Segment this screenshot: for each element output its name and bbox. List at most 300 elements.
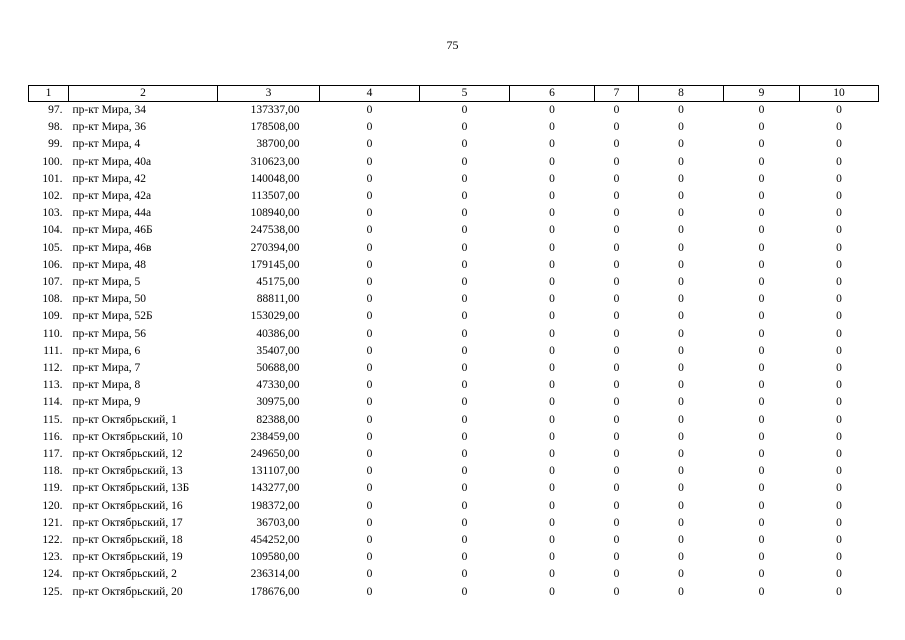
col-8-value: 0 <box>678 362 684 375</box>
col-5-value: 0 <box>461 430 468 443</box>
col-9-value: 0 <box>758 258 765 271</box>
col-9-value: 0 <box>758 172 765 185</box>
col-5-value: 0 <box>461 482 468 495</box>
col-7-value: 0 <box>613 465 620 478</box>
address: пр-кт Мира, 8 <box>72 379 141 392</box>
col-7-value: 0 <box>613 121 620 134</box>
col-10-value: 0 <box>836 499 842 512</box>
col-4-value: 0 <box>366 172 373 185</box>
col-4-value: 0 <box>366 379 373 392</box>
col-10-value: 0 <box>836 465 842 478</box>
col-5-value: 0 <box>461 258 468 271</box>
column-header-6: 6 <box>510 86 595 102</box>
row-number: 118. <box>42 465 63 478</box>
amount: 143277,00 <box>250 482 300 495</box>
col-8-value: 0 <box>678 379 684 392</box>
address: пр-кт Октябрьский, 1 <box>72 413 177 426</box>
address: пр-кт Октябрьский, 19 <box>72 551 183 564</box>
col-6-value: 0 <box>549 551 555 564</box>
amount: 247538,00 <box>250 224 300 237</box>
col-5-value: 0 <box>461 104 468 116</box>
col-4-value: 0 <box>366 310 373 323</box>
address: пр-кт Мира, 36 <box>72 121 147 134</box>
row-number: 103. <box>42 207 63 220</box>
col-6-value: 0 <box>549 430 555 443</box>
col-9-value: 0 <box>758 138 765 151</box>
col-6-value: 0 <box>549 448 555 461</box>
row-number: 98. <box>48 121 63 134</box>
table-header <box>29 86 879 102</box>
col-10-value: 0 <box>836 155 842 168</box>
col-8-value: 0 <box>678 310 684 323</box>
table-row <box>29 188 879 205</box>
table-row <box>29 136 879 153</box>
col-6-value: 0 <box>549 258 555 271</box>
table-row <box>29 549 879 566</box>
row-number: 99. <box>48 138 63 151</box>
col-4-value: 0 <box>366 293 373 306</box>
col-6-value: 0 <box>549 534 555 547</box>
col-7-value: 0 <box>613 104 620 116</box>
table-row <box>29 532 879 549</box>
col-10-value: 0 <box>836 121 842 134</box>
col-6-value: 0 <box>549 241 555 254</box>
address: пр-кт Мира, 42а <box>72 190 152 203</box>
table-row <box>29 326 879 343</box>
col-6-value: 0 <box>549 327 555 340</box>
row-number: 107. <box>42 276 63 289</box>
col-10-value: 0 <box>836 224 842 237</box>
col-8-value: 0 <box>678 155 684 168</box>
row-number: 110. <box>42 327 63 340</box>
col-8-value: 0 <box>678 138 684 151</box>
col-5-value: 0 <box>461 551 468 564</box>
col-5-value: 0 <box>461 293 468 306</box>
row-number: 105. <box>42 241 63 254</box>
col-10-value: 0 <box>836 310 842 323</box>
col-9-value: 0 <box>758 516 765 529</box>
col-9-value: 0 <box>758 224 765 237</box>
col-9-value: 0 <box>758 396 765 409</box>
col-10-value: 0 <box>836 344 842 357</box>
col-5-value: 0 <box>461 276 468 289</box>
address: пр-кт Мира, 46в <box>72 241 152 254</box>
address: пр-кт Октябрьский, 18 <box>72 534 183 547</box>
row-number: 101. <box>42 172 63 185</box>
col-7-value: 0 <box>613 276 620 289</box>
col-6-value: 0 <box>549 516 555 529</box>
table-row <box>29 240 879 257</box>
row-number: 97. <box>48 104 63 116</box>
col-6-value: 0 <box>549 276 555 289</box>
col-4-value: 0 <box>366 258 373 271</box>
table-row <box>29 308 879 325</box>
table-row <box>29 171 879 188</box>
col-10-value: 0 <box>836 293 842 306</box>
col-8-value: 0 <box>678 396 684 409</box>
table-row <box>29 584 879 601</box>
col-4-value: 0 <box>366 448 373 461</box>
amount: 270394,00 <box>250 241 300 254</box>
row-number: 109. <box>42 310 63 323</box>
col-6-value: 0 <box>549 499 555 512</box>
table-row <box>29 291 879 308</box>
col-5-value: 0 <box>461 499 468 512</box>
table-row <box>29 463 879 480</box>
col-7-value: 0 <box>613 224 620 237</box>
col-9-value: 0 <box>758 293 765 306</box>
address: пр-кт Мира, 40а <box>72 155 152 168</box>
col-8-value: 0 <box>678 465 684 478</box>
amount: 109580,00 <box>250 551 300 564</box>
col-5-value: 0 <box>461 448 468 461</box>
col-6-value: 0 <box>549 465 555 478</box>
col-4-value: 0 <box>366 413 373 426</box>
amount: 249650,00 <box>250 448 300 461</box>
row-number: 111. <box>43 344 63 357</box>
col-5-value: 0 <box>461 172 468 185</box>
col-8-value: 0 <box>678 516 684 529</box>
row-number: 125. <box>42 585 63 598</box>
col-10-value: 0 <box>836 534 842 547</box>
row-number: 106. <box>42 258 63 271</box>
col-5-value: 0 <box>461 396 468 409</box>
col-7-value: 0 <box>613 551 620 564</box>
row-number: 124. <box>42 568 63 581</box>
col-8-value: 0 <box>678 327 684 340</box>
table-row <box>29 154 879 171</box>
col-7-value: 0 <box>613 585 620 598</box>
col-7-value: 0 <box>613 516 620 529</box>
row-number: 102. <box>42 190 63 203</box>
table-row <box>29 515 879 532</box>
amount: 137337,00 <box>250 104 300 116</box>
col-5-value: 0 <box>461 413 468 426</box>
col-9-value: 0 <box>758 276 765 289</box>
col-10-value: 0 <box>836 258 842 271</box>
col-4-value: 0 <box>366 396 373 409</box>
row-number: 123. <box>42 551 63 564</box>
col-7-value: 0 <box>613 568 620 581</box>
col-9-value: 0 <box>758 104 765 116</box>
amount: 238459,00 <box>250 430 300 443</box>
row-number: 120. <box>42 499 63 512</box>
address: пр-кт Мира, 42 <box>72 172 147 185</box>
column-header-2: 2 <box>69 86 218 102</box>
col-4-value: 0 <box>366 138 373 151</box>
col-4-value: 0 <box>366 465 373 478</box>
col-7-value: 0 <box>613 172 620 185</box>
col-4-value: 0 <box>366 585 373 598</box>
col-9-value: 0 <box>758 413 765 426</box>
col-10-value: 0 <box>836 276 842 289</box>
col-8-value: 0 <box>678 568 684 581</box>
address: пр-кт Октябрьский, 13 <box>72 465 183 478</box>
col-9-value: 0 <box>758 344 765 357</box>
amount: 45175,00 <box>256 276 300 289</box>
col-5-value: 0 <box>461 585 468 598</box>
col-7-value: 0 <box>613 413 620 426</box>
col-10-value: 0 <box>836 190 842 203</box>
col-5-value: 0 <box>461 241 468 254</box>
col-6-value: 0 <box>549 224 555 237</box>
address: пр-кт Мира, 46Б <box>72 224 153 237</box>
col-9-value: 0 <box>758 207 765 220</box>
col-7-value: 0 <box>613 327 620 340</box>
table-row <box>29 412 879 429</box>
column-header-10: 10 <box>800 86 879 102</box>
column-header-1: 1 <box>29 86 69 102</box>
col-9-value: 0 <box>758 310 765 323</box>
col-4-value: 0 <box>366 121 373 134</box>
col-9-value: 0 <box>758 465 765 478</box>
col-9-value: 0 <box>758 155 765 168</box>
address: пр-кт Мира, 56 <box>72 327 147 340</box>
col-10-value: 0 <box>836 327 842 340</box>
table-row <box>29 498 879 515</box>
col-5-value: 0 <box>461 121 468 134</box>
col-4-value: 0 <box>366 241 373 254</box>
col-9-value: 0 <box>758 327 765 340</box>
col-8-value: 0 <box>678 534 684 547</box>
col-8-value: 0 <box>678 551 684 564</box>
col-10-value: 0 <box>836 379 842 392</box>
amount: 38700,00 <box>256 138 300 151</box>
col-7-value: 0 <box>613 207 620 220</box>
col-10-value: 0 <box>836 172 842 185</box>
amount: 47330,00 <box>256 379 300 392</box>
col-6-value: 0 <box>549 172 555 185</box>
col-4-value: 0 <box>366 207 373 220</box>
col-4-value: 0 <box>366 430 373 443</box>
amount: 153029,00 <box>250 310 300 323</box>
row-number: 115. <box>42 413 63 426</box>
col-4-value: 0 <box>366 482 373 495</box>
row-number: 114. <box>42 396 63 409</box>
address: пр-кт Мира, 7 <box>72 362 141 375</box>
amount: 40386,00 <box>256 327 300 340</box>
amount: 454252,00 <box>250 534 300 547</box>
col-10-value: 0 <box>836 482 842 495</box>
table-row <box>29 119 879 136</box>
col-8-value: 0 <box>678 413 684 426</box>
column-header-7: 7 <box>595 86 639 102</box>
col-4-value: 0 <box>366 344 373 357</box>
col-6-value: 0 <box>549 121 555 134</box>
col-9-value: 0 <box>758 430 765 443</box>
amount: 88811,00 <box>256 293 300 306</box>
col-8-value: 0 <box>678 104 684 116</box>
col-5-value: 0 <box>461 362 468 375</box>
col-5-value: 0 <box>461 224 468 237</box>
table-row <box>29 222 879 239</box>
col-10-value: 0 <box>836 448 842 461</box>
table-row <box>29 343 879 360</box>
col-8-value: 0 <box>678 430 684 443</box>
amount: 140048,00 <box>250 172 300 185</box>
col-9-value: 0 <box>758 551 765 564</box>
column-header-4: 4 <box>320 86 420 102</box>
col-10-value: 0 <box>836 516 842 529</box>
col-6-value: 0 <box>549 379 555 392</box>
col-5-value: 0 <box>461 138 468 151</box>
col-7-value: 0 <box>613 379 620 392</box>
row-number: 113. <box>42 379 63 392</box>
col-9-value: 0 <box>758 362 765 375</box>
address: пр-кт Мира, 4 <box>72 138 141 151</box>
col-9-value: 0 <box>758 534 765 547</box>
data-table <box>28 85 879 601</box>
table-row <box>29 377 879 394</box>
col-8-value: 0 <box>678 344 684 357</box>
column-header-9: 9 <box>724 86 800 102</box>
address: пр-кт Мира, 48 <box>72 258 147 271</box>
col-7-value: 0 <box>613 155 620 168</box>
col-8-value: 0 <box>678 207 684 220</box>
col-9-value: 0 <box>758 190 765 203</box>
col-5-value: 0 <box>461 310 468 323</box>
amount: 35407,00 <box>256 344 300 357</box>
amount: 36703,00 <box>256 516 300 529</box>
col-10-value: 0 <box>836 568 842 581</box>
col-7-value: 0 <box>613 499 620 512</box>
amount: 30975,00 <box>256 396 300 409</box>
col-10-value: 0 <box>836 241 842 254</box>
col-5-value: 0 <box>461 327 468 340</box>
col-4-value: 0 <box>366 276 373 289</box>
amount: 310623,00 <box>250 155 300 168</box>
col-10-value: 0 <box>836 138 842 151</box>
table-row <box>29 429 879 446</box>
address: пр-кт Октябрьский, 12 <box>72 448 183 461</box>
col-6-value: 0 <box>549 585 555 598</box>
col-8-value: 0 <box>678 190 684 203</box>
row-number: 119. <box>42 482 63 495</box>
row-number: 121. <box>42 516 63 529</box>
address: пр-кт Мира, 9 <box>72 396 141 409</box>
col-4-value: 0 <box>366 516 373 529</box>
table-row <box>29 274 879 291</box>
table-row <box>29 102 879 120</box>
col-4-value: 0 <box>366 190 373 203</box>
amount: 178508,00 <box>250 121 300 134</box>
col-8-value: 0 <box>678 121 684 134</box>
col-6-value: 0 <box>549 293 555 306</box>
col-7-value: 0 <box>613 293 620 306</box>
col-8-value: 0 <box>678 241 684 254</box>
col-9-value: 0 <box>758 585 765 598</box>
amount: 198372,00 <box>250 499 300 512</box>
row-number: 100. <box>42 155 63 168</box>
col-4-value: 0 <box>366 534 373 547</box>
amount: 108940,00 <box>250 207 300 220</box>
col-10-value: 0 <box>836 551 842 564</box>
col-10-value: 0 <box>836 362 842 375</box>
col-5-value: 0 <box>461 155 468 168</box>
col-4-value: 0 <box>366 327 373 340</box>
address: пр-кт Октябрьский, 16 <box>72 499 183 512</box>
address: пр-кт Мира, 50 <box>72 293 147 306</box>
col-8-value: 0 <box>678 276 684 289</box>
table-row <box>29 566 879 583</box>
col-9-value: 0 <box>758 482 765 495</box>
col-4-value: 0 <box>366 224 373 237</box>
address: пр-кт Мира, 34 <box>72 104 147 116</box>
address: пр-кт Мира, 6 <box>72 344 141 357</box>
col-8-value: 0 <box>678 224 684 237</box>
col-4-value: 0 <box>366 568 373 581</box>
col-7-value: 0 <box>613 448 620 461</box>
address: пр-кт Мира, 52Б <box>72 310 153 323</box>
col-8-value: 0 <box>678 499 684 512</box>
col-5-value: 0 <box>461 207 468 220</box>
address: пр-кт Октябрьский, 20 <box>72 585 183 598</box>
col-5-value: 0 <box>461 534 468 547</box>
amount: 236314,00 <box>250 568 300 581</box>
address: пр-кт Октябрьский, 13Б <box>72 482 190 495</box>
col-6-value: 0 <box>549 396 555 409</box>
column-header-5: 5 <box>420 86 510 102</box>
amount: 178676,00 <box>250 585 300 598</box>
col-9-value: 0 <box>758 241 765 254</box>
table-row <box>29 480 879 497</box>
col-6-value: 0 <box>549 413 555 426</box>
table-row <box>29 257 879 274</box>
col-7-value: 0 <box>613 482 620 495</box>
row-number: 112. <box>42 362 63 375</box>
col-7-value: 0 <box>613 362 620 375</box>
col-8-value: 0 <box>678 258 684 271</box>
col-6-value: 0 <box>549 207 555 220</box>
col-10-value: 0 <box>836 585 842 598</box>
col-8-value: 0 <box>678 482 684 495</box>
row-number: 122. <box>42 534 63 547</box>
col-7-value: 0 <box>613 534 620 547</box>
col-5-value: 0 <box>461 344 468 357</box>
col-6-value: 0 <box>549 104 555 116</box>
col-7-value: 0 <box>613 430 620 443</box>
col-4-value: 0 <box>366 362 373 375</box>
col-10-value: 0 <box>836 413 842 426</box>
col-5-value: 0 <box>461 190 468 203</box>
col-6-value: 0 <box>549 310 555 323</box>
col-5-value: 0 <box>461 568 468 581</box>
table-row <box>29 205 879 222</box>
col-10-value: 0 <box>836 104 842 116</box>
col-7-value: 0 <box>613 396 620 409</box>
table-row <box>29 360 879 377</box>
col-7-value: 0 <box>613 241 620 254</box>
col-5-value: 0 <box>461 379 468 392</box>
column-header-8: 8 <box>639 86 724 102</box>
col-9-value: 0 <box>758 121 765 134</box>
amount: 113507,00 <box>251 190 300 203</box>
col-7-value: 0 <box>613 190 620 203</box>
col-9-value: 0 <box>758 448 765 461</box>
col-4-value: 0 <box>366 104 373 116</box>
col-6-value: 0 <box>549 344 555 357</box>
col-7-value: 0 <box>613 138 620 151</box>
col-10-value: 0 <box>836 396 842 409</box>
col-8-value: 0 <box>678 448 684 461</box>
col-6-value: 0 <box>549 568 555 581</box>
col-10-value: 0 <box>836 430 842 443</box>
col-7-value: 0 <box>613 258 620 271</box>
amount: 82388,00 <box>256 413 300 426</box>
address: пр-кт Мира, 44а <box>72 207 152 220</box>
col-8-value: 0 <box>678 585 684 598</box>
col-6-value: 0 <box>549 482 555 495</box>
